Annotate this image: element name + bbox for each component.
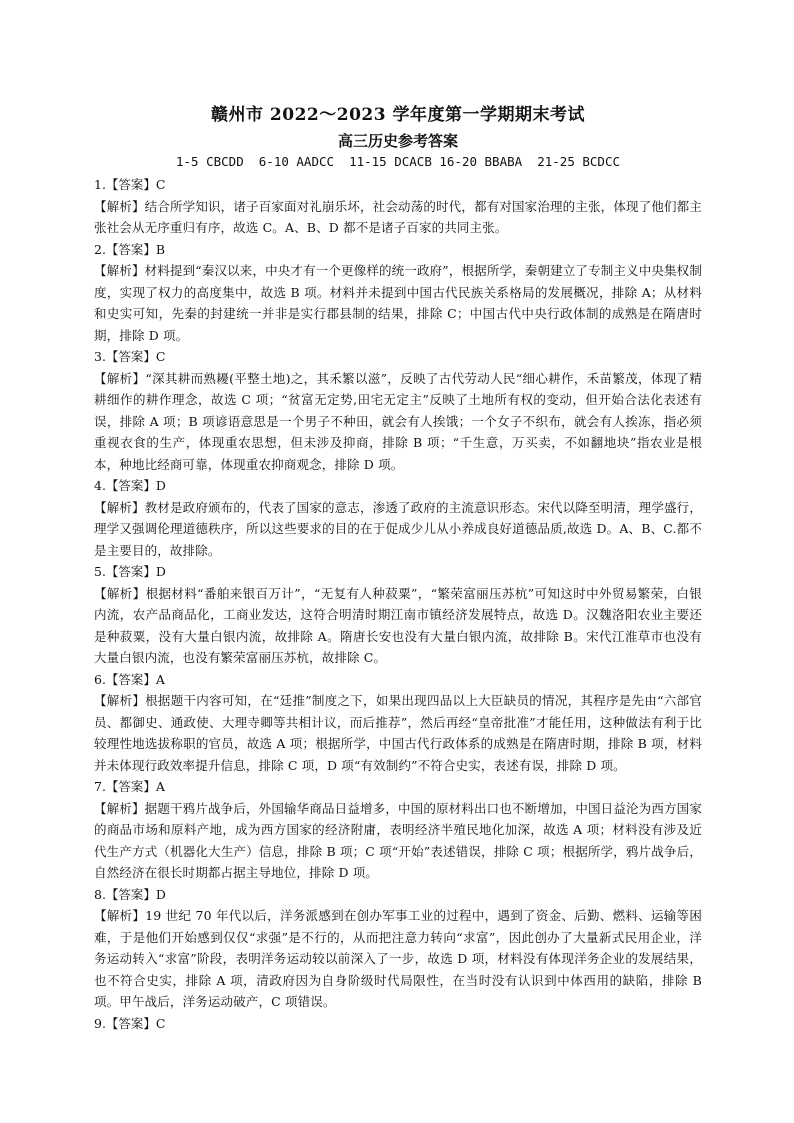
question-item-1 — [94, 174, 702, 239]
answer-label: 8.【答案】D — [94, 886, 166, 902]
answer-label: 5.【答案】D — [94, 564, 166, 579]
question-item-9 — [94, 1013, 702, 1035]
analysis-text: 【解析】根据材料“番舶来银百万计”，“无复有人种菽粟”，“繁荣富丽压苏杭”可知这时中外贸易繁荣，白银内流，农产品商品化，工商业发达，这符合明清时期江南市镇经济发展特点，故选 D。汉魏洛阳农业主要还是种菽粟，没有大量白银内流，故排除 A。隋唐长安也没有大量白银内流，故排除 B。宋代江淮草市也没有大量白银内流，也没有繁荣富丽压苏杭，故排除 C。 — [94, 585, 702, 665]
answer-key-page — [94, 100, 702, 1034]
question-item-5 — [94, 561, 702, 669]
answer-label: 9.【答案】C — [94, 1015, 166, 1031]
analysis-text: 【解析】19 世纪 70 年代以后，洋务派感到在创办军事工业的过程中，遇到了资金、后勤、燃料、运输等困难，于是他们开始感到仅仅“求强”是不行的，从而把注意力转向“求富”，因此创办了大量新式民用企业，洋务运动转入“求富”阶段，表明洋务运动较以前深入了一步，故选 D 项，材料没有体现洋务企业的发展结果，也不符合史实，排除 A 项，清政府因为自身阶级时代局限性，在当时没有认识到中体西用的缺陷，排除 B 项。甲午战后，洋务运动破产，C 项错误。 — [94, 908, 702, 1009]
analysis-text: 【解析】根据题干内容可知，在“廷推”制度之下，如果出现四品以上大臣缺员的情况，其程序是先由“六部官员、都御史、通政使、大理寺卿等共相计议，而后推荐”，然后再经“皇帝批准”才能任用，这种做法有利于比较理性地选拔称职的官员，故选 A 项；根据所学，中国古代行政体系的成熟是在隋唐时期，排除 B 项，材料并未体现行政效率提升信息，排除 C 项，D 项“有效制约”不符合史实，表述有误，排除 D 项。 — [94, 693, 702, 773]
question-item-8 — [94, 884, 702, 1013]
analysis-text: 【解析】材料提到“秦汉以来，中央才有一个更像样的统一政府”，根据所学，秦朝建立了专制主义中央集权制度，实现了权力的高度集中，故选 B 项。材料并未提到中国古代民族关系格局的发展概况，排除 A；从材料和史实可知，先秦的封建统一并非是实行郡县制的结果，排除 C；中国古代中央行政体制的成熟是在隋唐时期，排除 D 项。 — [94, 263, 702, 343]
question-item-3 — [94, 346, 702, 475]
answer-key-summary: 1-5 CBCDD 6-10 AADCC 11-15 DCACB 16-20 BBABA 21-25 BCDCC — [175, 154, 620, 169]
analysis-text: 【解析】结合所学知识，诸子百家面对礼崩乐坏，社会动荡的时代，都有对国家治理的主张，体现了他们都主张社会从无序重归有序，故选 C。A、B、D 都不是诸子百家的共同主张。 — [94, 198, 702, 235]
answer-key-subtitle: 高三历史参考答案 — [337, 132, 458, 150]
answer-label: 2.【答案】B — [94, 241, 166, 257]
answer-label: 6.【答案】A — [94, 671, 165, 687]
answer-label: 1.【答案】C — [94, 177, 166, 192]
question-item-4 — [94, 475, 702, 561]
analysis-text: 【解析】教材是政府颁布的，代表了国家的意志，渗透了政府的主流意识形态。宋代以降至明清，理学盛行，理学又强调伦理道德秩序，所以这些要求的目的在于促成少儿从小养成良好道德品质,故选 D。A、B、C.都不是主要目的，故排除。 — [94, 499, 702, 558]
question-item-6 — [94, 669, 702, 777]
answer-label: 4.【答案】D — [94, 478, 166, 493]
analysis-text: 【解析】“深其耕而熟耰(平整土地)之，其禾繁以滋”，反映了古代劳动人民“细心耕作，禾苗繁茂，体现了精耕细作的耕作理念，故选 C 项；“贫富无定势,田宅无定主”反映了土地所有权的变动，但开始合法化表述有误，排除 A 项；B 项谚语意思是一个男子不种田，就会有人挨饿；一个女子不织布，就会有人挨冻，指必须重视衣食的生产，体现重农思想，但未涉及抑商，排除 B 项；“千生意，万买卖，不如翻地块”指农业是根本，种地比经商可靠，体现重农抑商观念，排除 D 项。 — [94, 370, 702, 472]
exam-title: 赣州市 2022～2023 学年度第一学期期末考试 — [211, 105, 585, 125]
analysis-text: 【解析】据题干鸦片战争后，外国输华商品日益增多，中国的原材料出口也不断增加，中国日益沦为西方国家的商品市场和原料产地，成为西方国家的经济附庸，表明经济半殖民地化加深，故选 A 项；材料没有涉及近代生产方式（机器化大生产）信息，排除 B 项；C 项“开始”表述错误，排除 C 项；根据所学，鸦片战争后，自然经济在很长时期都占据主导地位，排除 D 项。 — [94, 800, 702, 880]
answer-label: 3.【答案】C — [94, 349, 166, 364]
question-item-7 — [94, 776, 702, 884]
answer-label: 7.【答案】A — [94, 779, 165, 794]
question-item-2 — [94, 239, 702, 347]
